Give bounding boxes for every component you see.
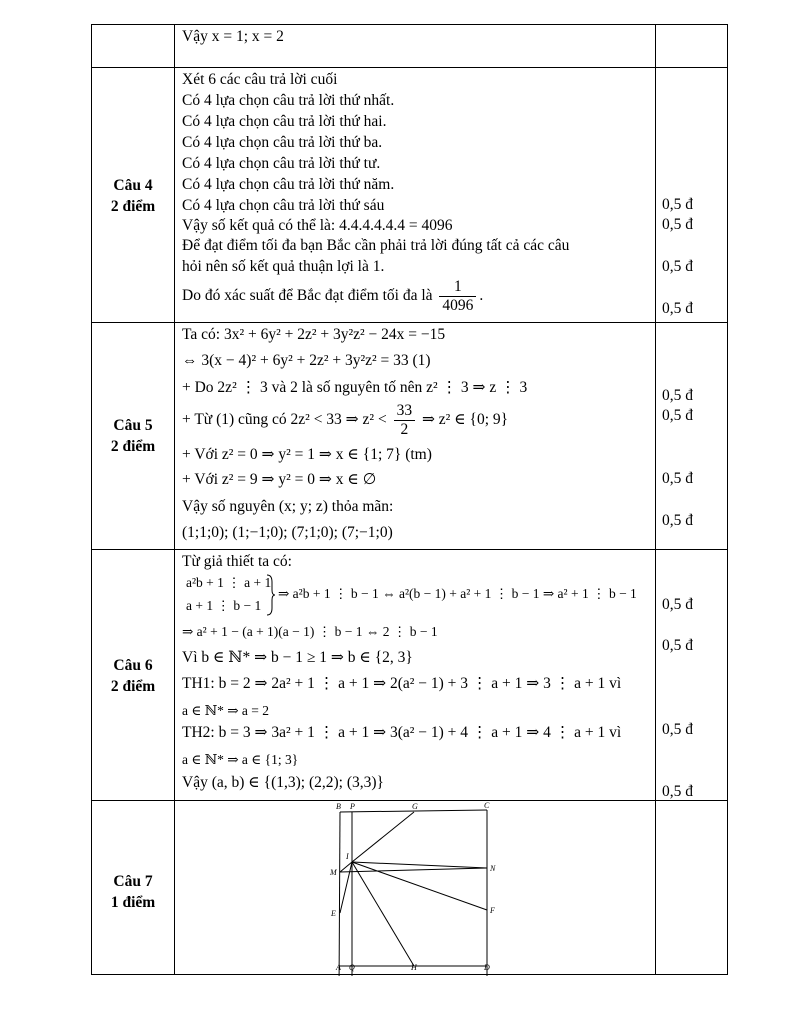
cau4-line: Có 4 lựa chọn câu trả lời thứ sáu [182,197,385,214]
figure-bottom-labels [332,960,502,976]
cau6-line: TH2: b = 3 ⇒ 3a² + 1 ⋮ a + 1 ⇒ 3(a² − 1) + 4 ⋮ a + 1 ⇒ 4 ⋮ a + 1 vì [182,724,622,741]
cau5-fraction [394,402,416,439]
geometry-figure [322,801,502,976]
cau5-label [92,415,174,457]
cau4-line: Có 4 lựa chọn câu trả lời thứ hai. [182,113,387,130]
cau5-line: + Với z² = 0 ⇒ y² = 1 ⇒ x ∈ {1; 7} (tm) [182,446,432,463]
cau6-line: a ∈ ℕ* ⇒ a = 2 [182,703,269,718]
cau7-points: 1 điểm [110,894,156,911]
point-label-c: C [484,801,490,810]
cau5-line: Vậy số nguyên (x; y; z) thỏa mãn: [182,498,394,515]
cau6-label [92,655,174,697]
fraction-denominator: 2 [400,420,409,438]
cau6-line: Vậy (a, b) ∈ {(1,3); (2,2); (3,3)} [182,774,384,791]
probability-fraction [439,278,476,315]
cau5-line: Ta có: 3x² + 6y² + 2z² + 3y²z² − 24x = −15 [182,326,446,343]
cau6-line: a ∈ ℕ* ⇒ a ∈ {1; 3} [182,752,299,767]
cau5-score: 0,5 đ [662,512,693,529]
cau4-score: 0,5 đ [662,196,693,213]
point-label-a: A [336,963,341,972]
cau7-label [92,871,174,913]
point-label-m: M [330,868,337,877]
cau4-period: . [479,287,484,305]
cau4-label [92,175,174,217]
system-brace [266,574,276,616]
point-label-q: Q [349,963,355,972]
cau6-line: TH1: b = 2 ⇒ 2a² + 1 ⋮ a + 1 ⇒ 2(a² − 1) + 3 ⋮ a + 1 ⇒ 3 ⋮ a + 1 vì [182,675,622,692]
cau6-intro: Từ giả thiết ta có: [182,553,292,570]
point-label-f: F [490,906,495,915]
cau6-score: 0,5 đ [662,596,693,613]
cau6-title: Câu 6 [113,657,153,674]
cau6-system-eq1: a²b + 1 ⋮ a + 1 [186,575,272,590]
cau4-score: 0,5 đ [662,216,693,233]
cau5-line4 [182,401,508,439]
cau5-line: + Do 2z² ⋮ 3 và 2 là số nguyên tố nên z² ⋮ 3 ⇒ z ⋮ 3 [182,379,528,396]
cau5-line: (1;1;0); (1;−1;0); (7;1;0); (7;−1;0) [182,524,393,541]
cau5-score: 0,5 đ [662,470,693,487]
cau4-line: Để đạt điểm tối đa bạn Bắc cần phải trả lời đúng tất cả các câu [182,237,570,254]
cau4-line: Có 4 lựa chọn câu trả lời thứ ba. [182,134,383,151]
point-label-d: D [484,963,490,972]
cau5-line: + Với z² = 9 ⇒ y² = 0 ⇒ x ∈ ∅ [182,471,377,488]
row-divider [92,322,727,323]
cau6-points: 2 điểm [110,678,156,695]
row-divider [92,67,727,68]
point-label-g: G [412,802,418,811]
cau5-title: Câu 5 [113,417,153,434]
cau5-points: 2 điểm [110,438,156,455]
answer-table [91,24,728,975]
point-label-h: H [411,963,417,972]
fraction-denominator: 4096 [442,297,474,314]
cau4-line: Xét 6 các câu trả lời cuối [182,71,338,88]
cau6-line: ⇒ a² + 1 − (a + 1)(a − 1) ⋮ b − 1 ⇔ 2 ⋮ b − 1 [182,624,438,639]
cau4-line: Vậy số kết quả có thể là: 4.4.4.4.4.4 = 4096 [182,217,453,234]
cau4-score: 0,5 đ [662,258,693,275]
cau6-line: Vì b ∈ ℕ* ⇒ b − 1 ≥ 1 ⇒ b ∈ {2, 3} [182,649,413,666]
point-label-b: B [336,802,341,811]
point-label-p: P [350,802,355,811]
cau6-score: 0,5 đ [662,637,693,654]
cau7-title: Câu 7 [113,873,153,890]
point-label-i: I [346,852,349,861]
cau6-system-result: ⇒ a²b + 1 ⋮ b − 1 ⇔ a²(b − 1) + a² + 1 ⋮ b − 1 ⇒ a² + 1 ⋮ b − 1 [278,586,637,601]
cau4-line: Có 4 lựa chọn câu trả lời thứ năm. [182,176,395,193]
cau5-line4-text: + Từ (1) cũng có 2z² < 33 ⇒ z² < [182,411,387,428]
cau6-score: 0,5 đ [662,721,693,738]
cau4-conclusion [182,278,483,315]
row-top-line: Vậy x = 1; x = 2 [182,28,284,45]
cau5-line: ⇔ 3(x − 4)² + 6y² + 2z² + 3y²z² = 33 (1) [182,352,431,369]
cau4-line: hỏi nên số kết quả thuận lợi là 1. [182,258,385,275]
point-label-n: N [490,864,496,873]
cau4-score: 0,5 đ [662,300,693,317]
cau5-line4-result: ⇒ z² ∈ {0; 9} [421,411,509,428]
cau4-title: Câu 4 [113,177,153,194]
cau4-line: Có 4 lựa chọn câu trả lời thứ tư. [182,155,381,172]
cau5-score: 0,5 đ [662,387,693,404]
cau4-points: 2 điểm [110,198,156,215]
cau4-conclusion-text: Do đó xác suất để Bắc đạt điểm tối đa là [182,287,433,305]
figure-labels [329,801,496,918]
cau6-score: 0,5 đ [662,783,693,800]
fraction-numerator: 33 [394,402,416,421]
column-divider [174,25,175,974]
cau5-score: 0,5 đ [662,407,693,424]
cau4-line: Có 4 lựa chọn câu trả lời thứ nhất. [182,92,395,109]
column-divider [655,25,656,974]
row-divider [92,549,727,550]
point-label-e: E [331,909,336,918]
cau6-system-eq2: a + 1 ⋮ b − 1 [186,598,262,613]
fraction-numerator: 1 [439,278,476,297]
